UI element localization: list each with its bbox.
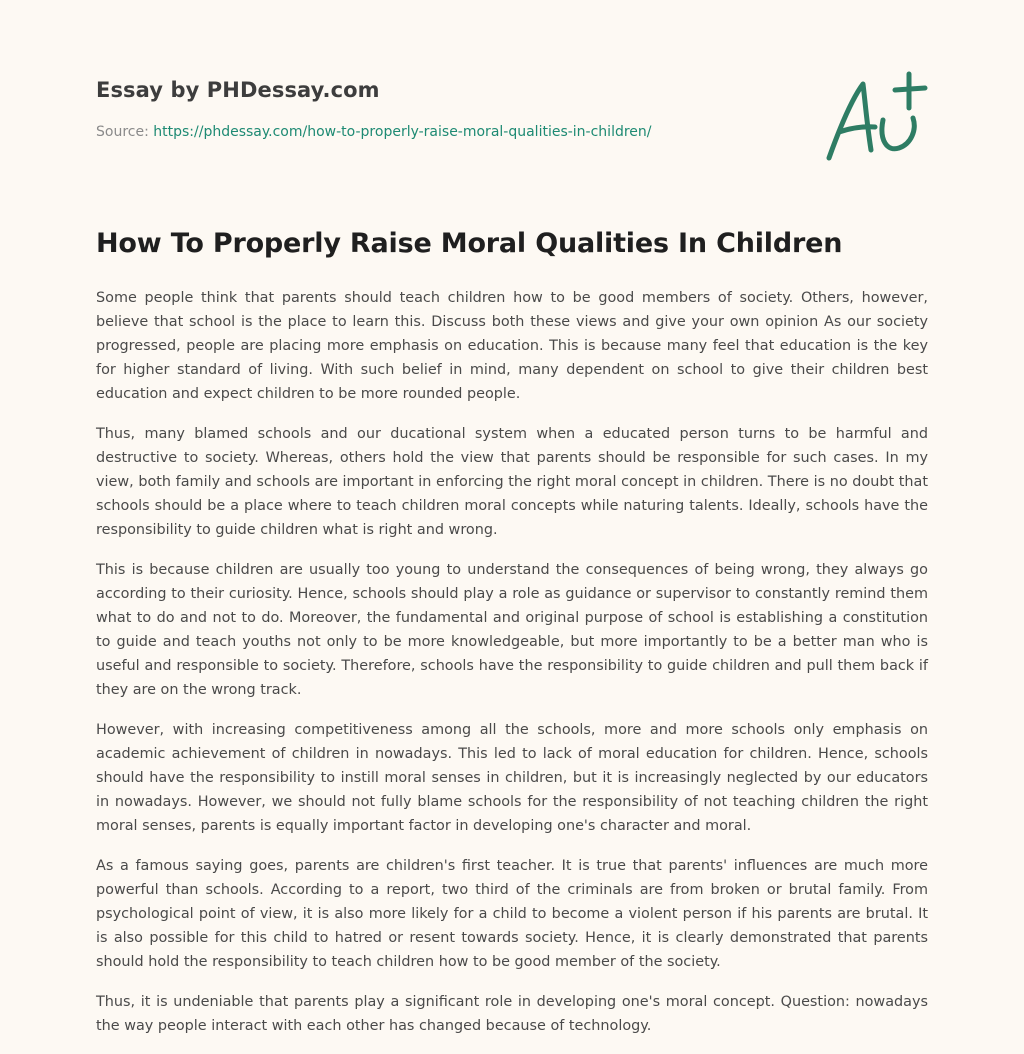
essay-title: How To Properly Raise Moral Qualities In Children xyxy=(96,228,843,259)
brand-title: Essay by PHDessay.com xyxy=(96,78,380,102)
essay-body xyxy=(96,286,928,1054)
page-header xyxy=(96,70,926,190)
essay-paragraph: This is because children are usually too young to understand the consequences of being wrong, they always go according to their curiosity. Hence, schools should play a role as guidance or supervisor to constantly remind them what to do and not to do. Moreover, the fundamental and original purpose of school is establishing a constitution to guide and teach youths not only to be more knowledgeable, but more importantly to be a better man who is useful and responsible to society. Therefore, schools have the responsibility to guide children and pull them back if they are on the wrong track. xyxy=(96,562,928,698)
essay-paragraph: Thus, many blamed schools and our ducational system when a educated person turns to be harmful and destructive to society. Whereas, others hold the view that parents should be responsible for such cases. In my view, both family and schools are important in enforcing the right moral concept in children. There is no doubt that schools should be a place where to teach children moral concepts while naturing talents. Ideally, schools have the responsibility to guide children what is right and wrong. xyxy=(96,426,928,538)
source-link[interactable]: https://phdessay.com/how-to-properly-raise-moral-qualities-in-children/ xyxy=(153,124,652,140)
essay-paragraph: Some people think that parents should teach children how to be good members of society. Others, however, believe that school is the place to learn this. Discuss both these views and give your own opinion As our society progressed, people are placing more emphasis on education. This is because many feel that education is the key for higher standard of living. With such belief in mind, many dependent on school to give their children best education and expect children to be more rounded people. xyxy=(96,290,928,402)
essay-paragraph: Thus, it is undeniable that parents play a significant role in developing one's moral concept. Question: nowadays the way people interact with each other has changed because of technology. xyxy=(96,994,928,1034)
source-line xyxy=(96,124,652,140)
source-label: Source: xyxy=(96,124,149,140)
a-plus-logo-icon xyxy=(821,70,931,170)
essay-paragraph: As a famous saying goes, parents are children's first teacher. It is true that parents' influences are much more powerful than schools. According to a report, two third of the criminals are from broken or brutal family. From psychological point of view, it is also more likely for a child to become a violent person if his parents are brutal. It is also possible for this child to hatred or resent towards society. Hence, it is clearly demonstrated that parents should hold the responsibility to teach children how to be good member of the society. xyxy=(96,858,928,970)
essay-paragraph: However, with increasing competitiveness among all the schools, more and more schools only emphasis on academic achievement of children in nowadays. This led to lack of moral education for children. Hence, schools should have the responsibility to instill moral senses in children, but it is increasingly neglected by our educators in nowadays. However, we should not fully blame schools for the responsibility of not teaching children the right moral senses, parents is equally important factor in developing one's character and moral. xyxy=(96,722,928,834)
